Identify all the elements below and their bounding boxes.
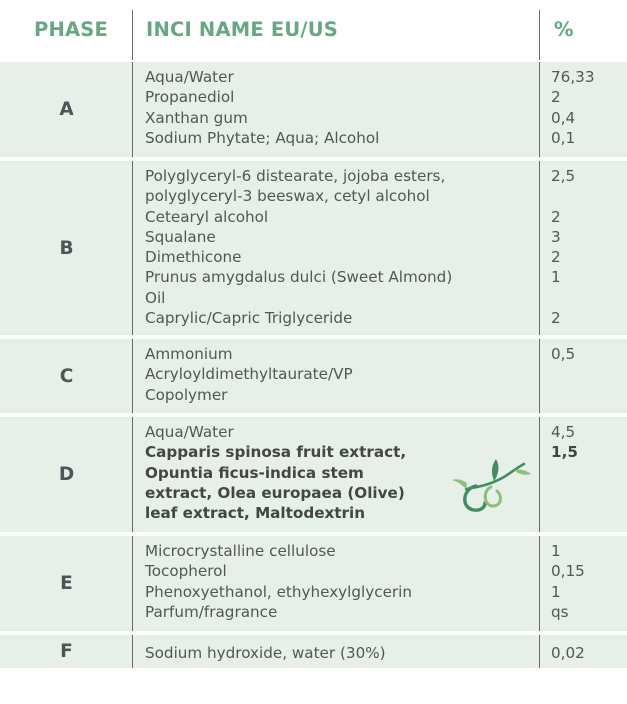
ingredient: Microcrystalline cellulose: [145, 542, 336, 560]
ingredient: Opuntia ficus-indica stem: [145, 463, 364, 482]
ingredient: Cetearyl alcohol: [145, 207, 269, 226]
ingredient-list: [145, 344, 353, 405]
percent-list: [551, 541, 585, 622]
ingredient: Prunus amygdalus dulci (Sweet Almond): [145, 268, 453, 287]
table-row-b: [0, 161, 627, 335]
percent-value: 2: [551, 207, 561, 226]
ingredient: Parfum/fragrance: [145, 602, 278, 621]
ingredient-list: [145, 541, 412, 622]
column-divider: [132, 417, 133, 532]
ingredient: Phenoxyethanol, ethyhexylglycerin: [145, 582, 413, 601]
percent-value: 1: [551, 582, 561, 601]
ingredient: Propanediol: [145, 88, 235, 107]
percent-value: 0,02: [551, 644, 585, 662]
ingredient: Aqua/Water: [145, 68, 234, 86]
percent-list: [551, 422, 578, 463]
percent-value: 0,15: [551, 562, 585, 581]
column-divider: [132, 339, 133, 413]
table-row-e: [0, 536, 627, 631]
percent-value: 1,5: [551, 443, 578, 462]
phase-label: C: [59, 365, 74, 387]
ingredient-list: [145, 643, 386, 663]
ingredient: Capparis spinosa fruit extract,: [145, 443, 407, 462]
table-row-f: [0, 635, 627, 668]
column-divider: [132, 635, 133, 668]
ingredient: Aqua/Water: [145, 423, 234, 441]
phase-label: D: [58, 464, 75, 485]
ingredient-list: [145, 166, 452, 328]
ingredient: Copolymer: [145, 385, 228, 404]
percent-value: 0,4: [551, 108, 576, 127]
phase-label: A: [59, 99, 74, 120]
column-divider: [539, 417, 540, 532]
ingredient: Polyglyceryl-6 distearate, jojoba esters,: [145, 167, 446, 185]
percent-value: 2: [551, 309, 561, 328]
percent-list: [551, 67, 594, 148]
phase-header: PHASE: [34, 17, 109, 41]
column-divider: [539, 62, 540, 157]
percent-value: 76,33: [551, 68, 595, 86]
percent-value: 0,1: [551, 128, 576, 147]
ingredient-list: [145, 422, 406, 523]
phase-label: B: [59, 237, 74, 259]
percent-value: 1: [551, 268, 561, 287]
percent-value: 3: [551, 227, 561, 246]
percent-list: [551, 344, 575, 364]
ingredient: Oil: [145, 288, 166, 307]
ingredient: Ammonium: [145, 345, 233, 363]
column-divider: [132, 161, 133, 335]
ingredient: Caprylic/Capric Triglyceride: [145, 309, 353, 328]
ingredient: polyglyceryl-3 beeswax, cetyl alcohol: [145, 187, 430, 206]
percent-value: qs: [551, 602, 569, 621]
percent-value: 2: [551, 248, 561, 267]
percent-value: 2: [551, 88, 561, 107]
olive-branch-icon: [452, 453, 532, 515]
table-row-a: [0, 62, 627, 157]
ingredient: Dimethicone: [145, 248, 242, 267]
table-row-d: [0, 417, 627, 532]
ingredient: leaf extract, Maltodextrin: [145, 504, 366, 523]
ingredient-list: [145, 67, 379, 148]
percent-value: 4,5: [551, 423, 576, 441]
column-divider: [132, 62, 133, 157]
ingredient: Squalane: [145, 227, 216, 246]
ingredient: extract, Olea europaea (Olive): [145, 483, 405, 502]
percent-header: %: [554, 17, 574, 41]
ingredient: Tocopherol: [145, 562, 227, 581]
percent-list: [551, 643, 585, 663]
phase-label: F: [60, 641, 73, 662]
header-divider: [132, 10, 133, 60]
ingredient: Sodium hydroxide, water (30%): [145, 644, 386, 662]
phase-label: E: [60, 573, 73, 594]
table-header: [0, 0, 627, 58]
table-row-c: [0, 339, 627, 413]
percent-value: 0,5: [551, 345, 576, 363]
percent-value: [551, 186, 575, 206]
column-divider: [539, 161, 540, 335]
column-divider: [132, 536, 133, 631]
header-divider: [539, 10, 540, 60]
inci-header: INCI NAME EU/US: [146, 17, 339, 41]
percent-value: 2,5: [551, 167, 576, 185]
ingredient: Xanthan gum: [145, 108, 248, 127]
ingredient: Sodium Phytate; Aqua; Alcohol: [145, 128, 380, 147]
column-divider: [539, 339, 540, 413]
column-divider: [539, 635, 540, 668]
percent-value: [551, 288, 575, 308]
percent-value: 1: [551, 542, 561, 560]
ingredient: Acryloyldimethyltaurate/VP: [145, 365, 353, 384]
column-divider: [539, 536, 540, 631]
percent-list: [551, 166, 575, 328]
